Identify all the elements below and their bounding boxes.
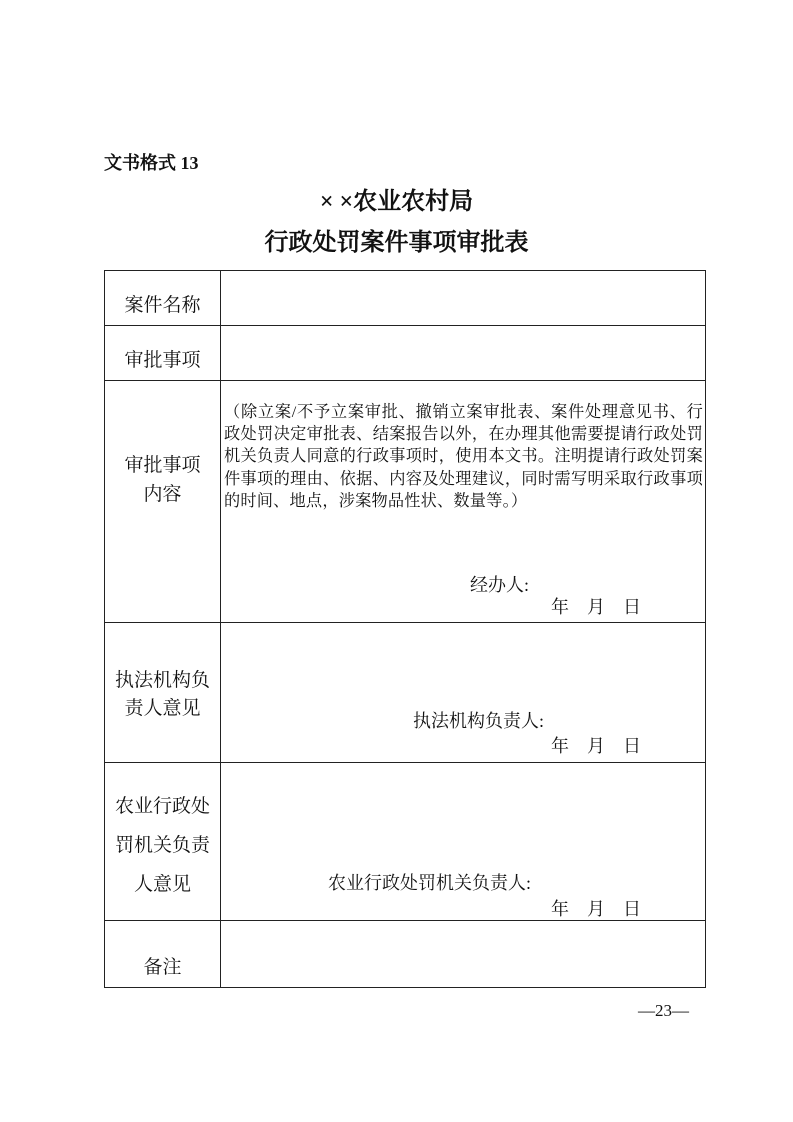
table-border	[104, 987, 706, 988]
label-line: 农业行政处	[114, 796, 210, 817]
enforcement-signature-label: 执法机构负责人:	[413, 711, 545, 731]
enforcement-opinion-label	[105, 667, 220, 723]
label-line: 执法机构负	[114, 670, 210, 691]
label-line: 内容	[143, 484, 182, 505]
row-divider	[104, 380, 706, 381]
page-number: —23—	[638, 1001, 689, 1020]
case-name-label: 案件名称	[124, 295, 201, 316]
format-label: 文书格式 13	[104, 153, 199, 173]
handler-date: 年 月 日	[551, 597, 641, 617]
approval-content-label	[105, 446, 220, 514]
case-name-field[interactable]	[221, 271, 705, 325]
row-divider	[104, 622, 706, 623]
table-border	[705, 270, 706, 988]
remarks-label: 备注	[143, 957, 182, 978]
label-line: 责人意见	[124, 698, 201, 719]
row-divider	[104, 762, 706, 763]
approval-item-field[interactable]	[221, 326, 705, 380]
authority-signature-label: 农业行政处罚机关负责人:	[328, 873, 531, 893]
authority-opinion-label	[105, 787, 220, 904]
label-line: 罚机关负责	[114, 835, 210, 856]
handler-signature-label: 经办人:	[470, 575, 530, 595]
org-title: × ×农业农村局	[319, 189, 474, 215]
enforcement-date: 年 月 日	[551, 736, 641, 756]
approval-item-label: 审批事项	[124, 350, 201, 371]
doc-title: 行政处罚案件事项审批表	[264, 230, 529, 256]
authority-date: 年 月 日	[551, 899, 641, 919]
approval-content-instructions: （除立案/不予立案审批、撤销立案审批表、案件处理意见书、行政处罚决定审批表、结案报告以外，在办理其他需要提请行政处罚机关负责人同意的行政事项时，使用本文书。注明提请行政处罚案件事项的理由、依据、内容及处理建议，同时需写明采取行政事项的时间、地点，涉案物品性状、数量等。）	[224, 403, 703, 510]
label-line: 审批事项	[124, 455, 201, 476]
remarks-field[interactable]	[221, 921, 705, 987]
label-line: 人意见	[133, 874, 191, 895]
